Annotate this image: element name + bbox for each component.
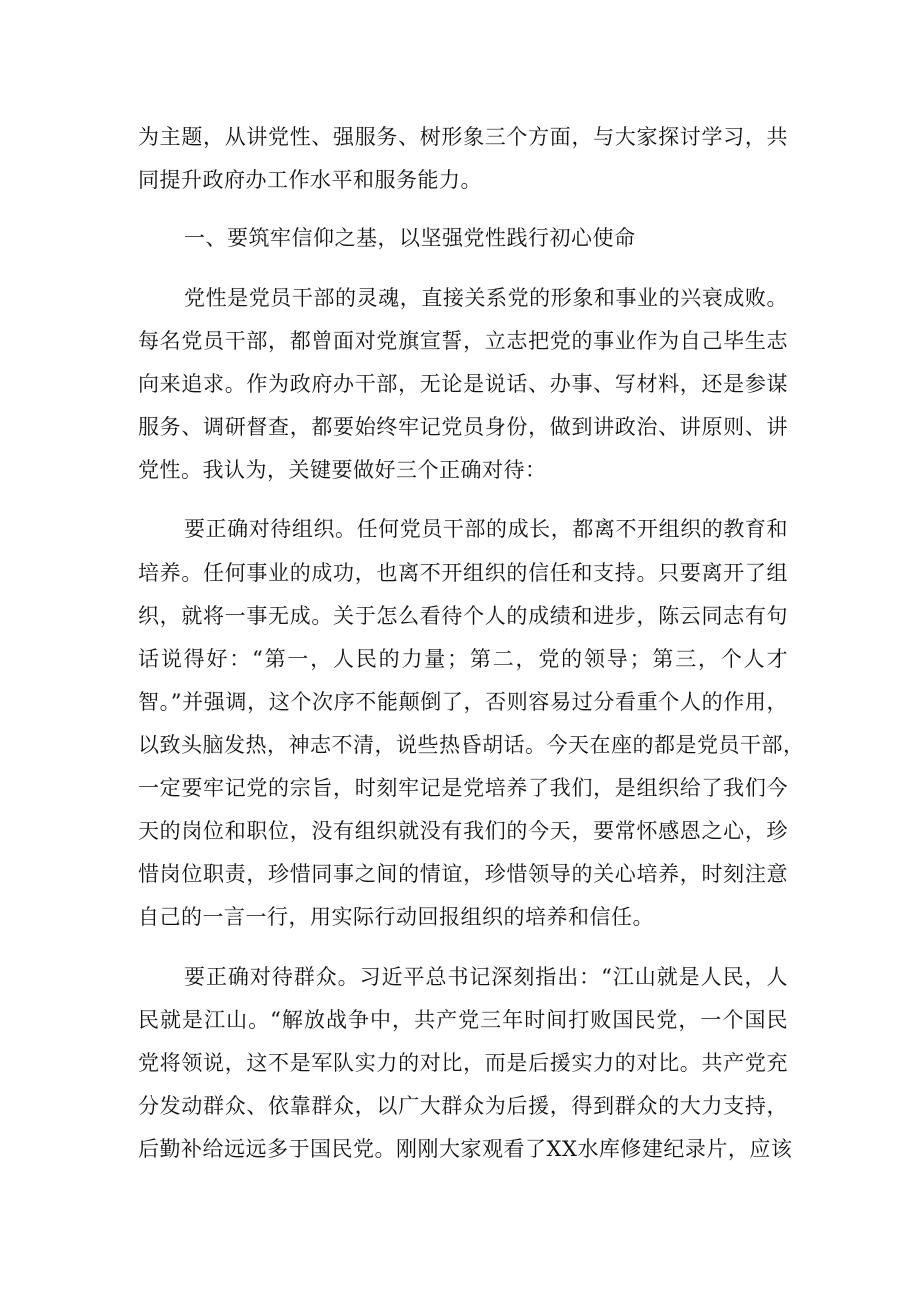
para3-line-2: 民就是江山。“解放战争中，共产党三年时间打败国民党，一个国民 <box>138 1008 788 1032</box>
para1-line-5: 党性。我认为，关键要做好三个正确对待： <box>138 458 547 482</box>
para2-line-5: 智。”并强调，这个次序不能颠倒了，否则容易过分看重个人的作用， <box>138 690 788 714</box>
para3-line-3: 党将领说，这不是军队实力的对比，而是后援实力的对比。共产党充 <box>138 1051 788 1075</box>
para2-line-6: 以致头脑发热，神志不清，说些热昏胡话。今天在座的都是党员干部， <box>138 733 805 757</box>
para2-line-1: 要正确对待组织。任何党员干部的成长，都离不开组织的教育和 <box>184 517 788 541</box>
para3-line-5: 后勤补给远远多于国民党。刚刚大家观看了XX水库修建纪录片，应该 <box>138 1137 793 1161</box>
para2-line-10: 自己的一言一行，用实际行动回报组织的培养和信任。 <box>138 905 654 929</box>
para2-line-3: 织，就将一事无成。关于怎么看待个人的成绩和进步，陈云同志有句 <box>138 604 788 628</box>
para2-line-2: 培养。任何事业的成功，也离不开组织的信任和支持。只要离开了组 <box>138 561 788 585</box>
intro-line-1: 为主题，从讲党性、强服务、树形象三个方面，与大家探讨学习，共 <box>138 125 788 149</box>
para1-line-4: 服务、调研督查，都要始终牢记党员身份，做到讲政治、讲原则、讲 <box>138 415 788 439</box>
para2-line-9: 惜岗位职责，珍惜同事之间的情谊，珍惜领导的关心培养，时刻注意 <box>138 862 788 886</box>
para3-line-4: 分发动群众、依靠群众，以广大群众为后援，得到群众的大力支持， <box>138 1094 788 1118</box>
para2-line-8: 天的岗位和职位，没有组织就没有我们的今天，要常怀感恩之心，珍 <box>138 819 788 843</box>
para2-line-7: 一定要牢记党的宗旨，时刻牢记是党培养了我们，是组织给了我们今 <box>138 776 788 800</box>
para2-line-4: 话说得好：“第一，人民的力量；第二，党的领导；第三，个人才 <box>138 647 788 671</box>
section-heading: 一、要筑牢信仰之基，以坚强党性践行初心使命 <box>184 226 636 250</box>
para3-line-1: 要正确对待群众。习近平总书记深刻指出：“江山就是人民，人 <box>184 965 788 989</box>
para1-line-2: 每名党员干部，都曾面对党旗宣誓，立志把党的事业作为自己毕生志 <box>138 329 788 353</box>
para1-line-3: 向来追求。作为政府办干部，无论是说话、办事、写材料，还是参谋 <box>138 372 788 396</box>
intro-line-2: 同提升政府办工作水平和服务能力。 <box>138 168 482 192</box>
para1-line-1: 党性是党员干部的灵魂，直接关系党的形象和事业的兴衰成败。 <box>184 286 788 310</box>
